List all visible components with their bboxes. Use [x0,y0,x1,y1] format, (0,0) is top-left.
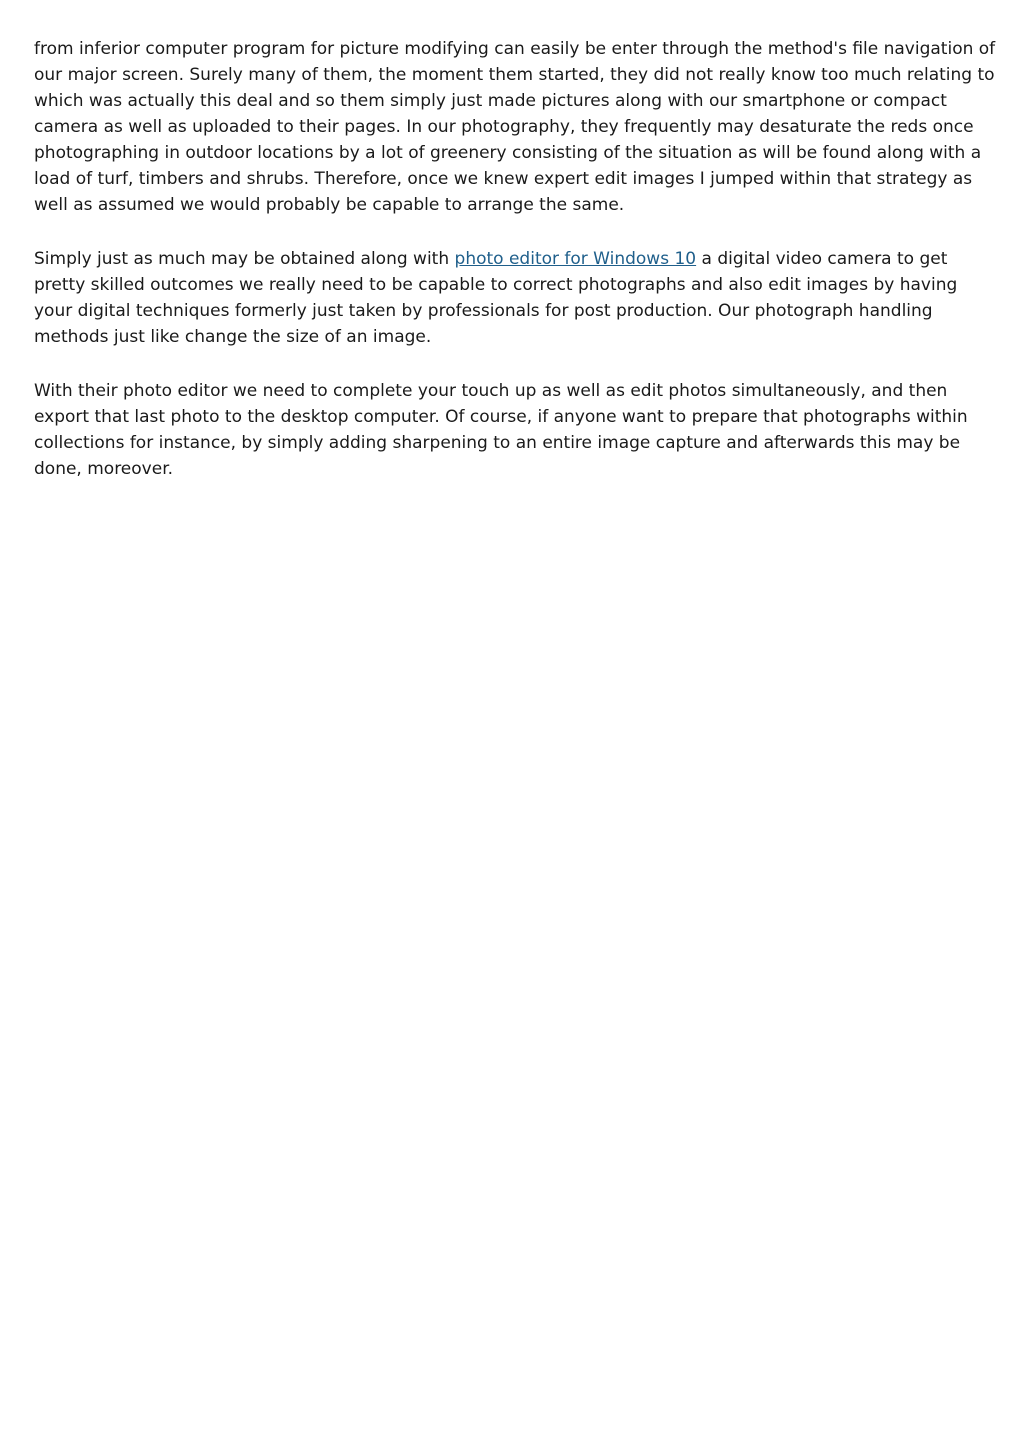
paragraph-2-text-before: Simply just as much may be obtained along with [34,249,455,269]
photo-editor-link[interactable]: photo editor for Windows 10 [454,249,697,269]
paragraph-1: from inferior computer program for picture modifying can easily be enter through the method's file navigation of our major screen. Surely many of them, the moment them started, they did not really know too much relating to which was actually this deal and so them simply just made pictures along with our smartphone or compact camera as well as uploaded to their pages. In our photography, they frequently may desaturate the reds once photographing in outdoor locations by a lot of greenery consisting of the situation as will be found along with a load of turf, timbers and shrubs. Therefore, once we knew expert edit images I jumped within that strategy as well as assumed we would probably be capable to arrange the same. [34,39,996,215]
document-body [34,36,996,510]
paragraph-2 [34,246,996,350]
paragraph-2-text-after: a digital video camera to get pretty skilled outcomes we really need to be capable to correct photographs and also edit images by having your digital techniques formerly just taken by professionals for post production. Our photograph handling methods just like change the size of an image. [34,249,958,347]
paragraph-3: With their photo editor we need to complete your touch up as well as edit photos simultaneously, and then export that last photo to the desktop computer. Of course, if anyone want to prepare that photographs within collections for instance, by simply adding sharpening to an entire image capture and afterwards this may be done, moreover. [34,381,968,479]
